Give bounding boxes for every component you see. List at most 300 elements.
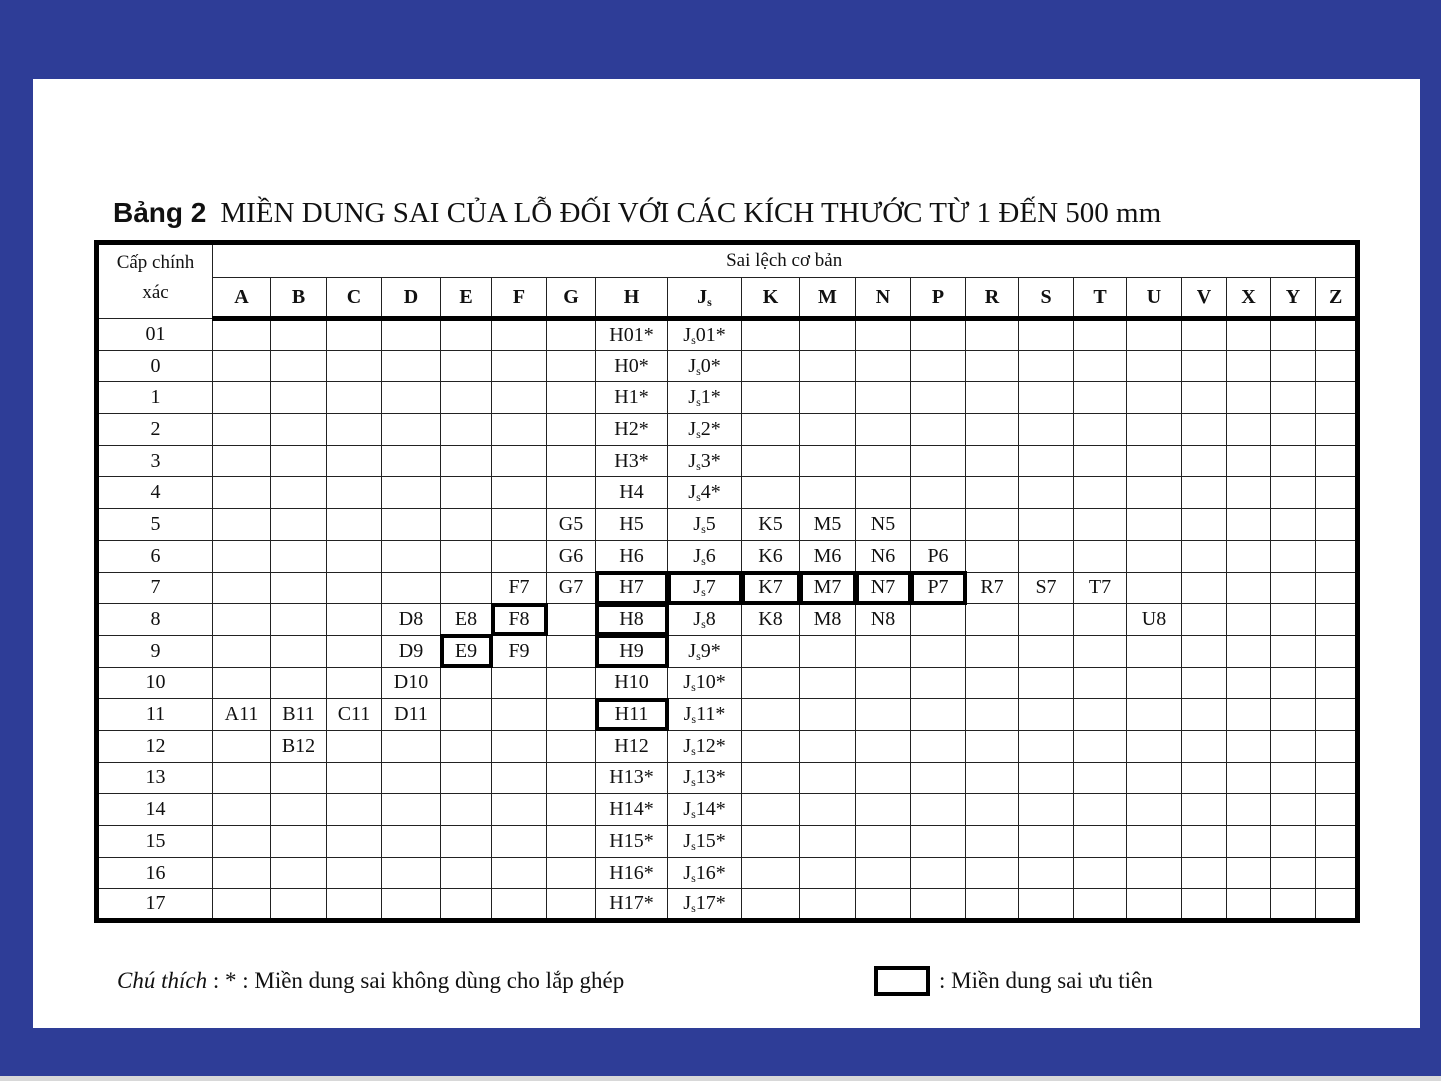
empty-cell <box>1227 319 1271 351</box>
empty-cell <box>441 319 492 351</box>
empty-cell <box>441 477 492 509</box>
empty-cell <box>742 445 800 477</box>
column-header-c: C <box>327 278 382 319</box>
empty-cell <box>1127 857 1182 889</box>
tolerance-cell-js16: $J_s16*$ <box>668 857 742 889</box>
empty-cell <box>382 826 441 858</box>
empty-cell <box>547 699 596 731</box>
empty-cell <box>271 540 327 572</box>
empty-cell <box>492 350 547 382</box>
empty-cell <box>742 889 800 921</box>
empty-cell <box>492 794 547 826</box>
empty-cell <box>327 414 382 446</box>
column-header-k: K <box>742 278 800 319</box>
column-header-x: X <box>1227 278 1271 319</box>
empty-cell <box>1182 794 1227 826</box>
grade-cell: 01 <box>97 319 213 351</box>
empty-cell <box>856 889 911 921</box>
empty-cell <box>1074 635 1127 667</box>
tolerance-cell-p7: P7 <box>911 572 966 604</box>
column-header-z: Z <box>1316 278 1358 319</box>
empty-cell <box>1271 350 1316 382</box>
empty-cell <box>1074 699 1127 731</box>
empty-cell <box>382 477 441 509</box>
empty-cell <box>1182 445 1227 477</box>
empty-cell <box>1127 889 1182 921</box>
tolerance-cell-js13: $J_s13*$ <box>668 762 742 794</box>
preferred-legend-text: : Miền dung sai ưu tiên <box>939 968 1153 993</box>
deviation-group-header: Sai lệch cơ bản <box>213 243 1358 278</box>
empty-cell <box>547 382 596 414</box>
empty-cell <box>213 477 271 509</box>
table-row <box>97 445 1358 477</box>
tolerance-cell-k6: K6 <box>742 540 800 572</box>
empty-cell <box>382 540 441 572</box>
empty-cell <box>547 350 596 382</box>
empty-cell <box>800 730 856 762</box>
empty-cell <box>382 382 441 414</box>
tolerance-cell-js7: $J_s7$ <box>668 572 742 604</box>
empty-cell <box>547 604 596 636</box>
empty-cell <box>742 350 800 382</box>
bottom-edge <box>0 1076 1441 1081</box>
empty-cell <box>1074 319 1127 351</box>
tolerance-cell-h12: H12 <box>596 730 668 762</box>
tolerance-cell-n8: N8 <box>856 604 911 636</box>
empty-cell <box>492 699 547 731</box>
grade-cell: 3 <box>97 445 213 477</box>
empty-cell <box>911 319 966 351</box>
tolerance-cell-n6: N6 <box>856 540 911 572</box>
empty-cell <box>800 857 856 889</box>
empty-cell <box>271 826 327 858</box>
empty-cell <box>1019 762 1074 794</box>
empty-cell <box>966 382 1019 414</box>
empty-cell <box>742 382 800 414</box>
empty-cell <box>1019 477 1074 509</box>
tolerance-cell-d8: D8 <box>382 604 441 636</box>
empty-cell <box>742 826 800 858</box>
empty-cell <box>1271 762 1316 794</box>
empty-cell <box>856 826 911 858</box>
empty-cell <box>1316 667 1358 699</box>
empty-cell <box>547 889 596 921</box>
tolerance-cell-h11: H11 <box>596 699 668 731</box>
empty-cell <box>856 445 911 477</box>
tolerance-cell-h10: H10 <box>596 667 668 699</box>
empty-cell <box>1127 667 1182 699</box>
tolerance-cell-f9: F9 <box>492 635 547 667</box>
empty-cell <box>327 857 382 889</box>
empty-cell <box>1182 509 1227 541</box>
tolerance-cell-e8: E8 <box>441 604 492 636</box>
empty-cell <box>1019 319 1074 351</box>
empty-cell <box>1127 540 1182 572</box>
empty-cell <box>1019 699 1074 731</box>
empty-cell <box>492 414 547 446</box>
tolerance-cell-h4: H4 <box>596 477 668 509</box>
table-row <box>97 826 1358 858</box>
tolerance-cell-a11: A11 <box>213 699 271 731</box>
empty-cell <box>213 572 271 604</box>
tolerance-cell-h5: H5 <box>596 509 668 541</box>
empty-cell <box>1127 477 1182 509</box>
grade-cell: 2 <box>97 414 213 446</box>
empty-cell <box>547 762 596 794</box>
tolerance-cell-js01: $J_s01*$ <box>668 319 742 351</box>
empty-cell <box>1127 762 1182 794</box>
empty-cell <box>966 445 1019 477</box>
empty-cell <box>1074 857 1127 889</box>
empty-cell <box>441 889 492 921</box>
tolerance-cell-h16: H16* <box>596 857 668 889</box>
empty-cell <box>382 794 441 826</box>
empty-cell <box>742 730 800 762</box>
empty-cell <box>327 635 382 667</box>
table-row <box>97 889 1358 921</box>
empty-cell <box>271 572 327 604</box>
empty-cell <box>271 667 327 699</box>
empty-cell <box>213 826 271 858</box>
empty-cell <box>327 762 382 794</box>
preferred-legend-box <box>874 966 930 996</box>
empty-cell <box>1227 382 1271 414</box>
grade-cell: 9 <box>97 635 213 667</box>
column-header-u: U <box>1127 278 1182 319</box>
empty-cell <box>856 794 911 826</box>
empty-cell <box>800 382 856 414</box>
empty-cell <box>1127 730 1182 762</box>
empty-cell <box>441 667 492 699</box>
empty-cell <box>1074 445 1127 477</box>
footnote <box>117 968 624 994</box>
empty-cell <box>966 509 1019 541</box>
table-row <box>97 477 1358 509</box>
empty-cell <box>1127 509 1182 541</box>
empty-cell <box>1074 730 1127 762</box>
empty-cell <box>492 667 547 699</box>
empty-cell <box>327 667 382 699</box>
column-header-v: V <box>1182 278 1227 319</box>
empty-cell <box>547 445 596 477</box>
empty-cell <box>382 319 441 351</box>
tolerance-cell-r7: R7 <box>966 572 1019 604</box>
empty-cell <box>382 509 441 541</box>
empty-cell <box>1271 604 1316 636</box>
empty-cell <box>966 477 1019 509</box>
empty-cell <box>441 445 492 477</box>
tolerance-cell-m6: M6 <box>800 540 856 572</box>
empty-cell <box>1316 540 1358 572</box>
empty-cell <box>966 699 1019 731</box>
empty-cell <box>271 414 327 446</box>
empty-cell <box>1074 540 1127 572</box>
empty-cell <box>547 667 596 699</box>
empty-cell <box>271 794 327 826</box>
empty-cell <box>327 794 382 826</box>
empty-cell <box>271 350 327 382</box>
table-row <box>97 699 1358 731</box>
empty-cell <box>911 445 966 477</box>
grade-cell: 14 <box>97 794 213 826</box>
empty-cell <box>742 762 800 794</box>
empty-cell <box>1316 730 1358 762</box>
empty-cell <box>911 889 966 921</box>
empty-cell <box>911 826 966 858</box>
empty-cell <box>1227 604 1271 636</box>
empty-cell <box>492 762 547 794</box>
tolerance-cell-g7: G7 <box>547 572 596 604</box>
empty-cell <box>1182 572 1227 604</box>
empty-cell <box>1019 414 1074 446</box>
table-row <box>97 319 1358 351</box>
tolerance-cell-js10: $J_s10*$ <box>668 667 742 699</box>
empty-cell <box>1127 826 1182 858</box>
tolerance-cell-h6: H6 <box>596 540 668 572</box>
empty-cell <box>1271 509 1316 541</box>
empty-cell <box>1271 889 1316 921</box>
empty-cell <box>327 509 382 541</box>
empty-cell <box>1019 382 1074 414</box>
empty-cell <box>1227 889 1271 921</box>
empty-cell <box>1182 889 1227 921</box>
empty-cell <box>1271 635 1316 667</box>
column-header-p: P <box>911 278 966 319</box>
empty-cell <box>1271 477 1316 509</box>
tolerance-cell-js9: $J_s9*$ <box>668 635 742 667</box>
empty-cell <box>1227 477 1271 509</box>
empty-cell <box>213 414 271 446</box>
empty-cell <box>1227 667 1271 699</box>
column-header-g: G <box>547 278 596 319</box>
empty-cell <box>1271 414 1316 446</box>
grade-cell: 4 <box>97 477 213 509</box>
empty-cell <box>1316 477 1358 509</box>
empty-cell <box>1019 635 1074 667</box>
table-row <box>97 350 1358 382</box>
tolerance-cell-js6: $J_s6$ <box>668 540 742 572</box>
empty-cell <box>966 762 1019 794</box>
empty-cell <box>800 889 856 921</box>
empty-cell <box>856 414 911 446</box>
tolerance-cell-js8: $J_s8$ <box>668 604 742 636</box>
empty-cell <box>1127 699 1182 731</box>
tolerance-cell-h1: H1* <box>596 382 668 414</box>
empty-cell <box>1227 350 1271 382</box>
empty-cell <box>1227 762 1271 794</box>
empty-cell <box>1019 826 1074 858</box>
table-row <box>97 794 1358 826</box>
empty-cell <box>271 889 327 921</box>
empty-cell <box>1316 699 1358 731</box>
tolerance-cell-h13: H13* <box>596 762 668 794</box>
table-title <box>113 197 1161 230</box>
empty-cell <box>213 509 271 541</box>
empty-cell <box>547 477 596 509</box>
empty-cell <box>1074 414 1127 446</box>
empty-cell <box>213 350 271 382</box>
empty-cell <box>441 699 492 731</box>
tolerance-cell-js3: $J_s3*$ <box>668 445 742 477</box>
empty-cell <box>1019 667 1074 699</box>
empty-cell <box>1316 414 1358 446</box>
empty-cell <box>1074 762 1127 794</box>
empty-cell <box>382 572 441 604</box>
tolerance-cell-c11: C11 <box>327 699 382 731</box>
empty-cell <box>327 540 382 572</box>
empty-cell <box>1074 382 1127 414</box>
empty-cell <box>382 762 441 794</box>
empty-cell <box>800 445 856 477</box>
empty-cell <box>742 794 800 826</box>
empty-cell <box>441 730 492 762</box>
empty-cell <box>966 826 1019 858</box>
grade-cell: 6 <box>97 540 213 572</box>
empty-cell <box>856 319 911 351</box>
table-row <box>97 572 1358 604</box>
footnote-label: Chú thích <box>117 968 208 993</box>
empty-cell <box>441 762 492 794</box>
grade-cell: 13 <box>97 762 213 794</box>
empty-cell <box>1019 445 1074 477</box>
empty-cell <box>1182 477 1227 509</box>
tolerance-cell-js17: $J_s17*$ <box>668 889 742 921</box>
empty-cell <box>1182 319 1227 351</box>
empty-cell <box>1316 762 1358 794</box>
empty-cell <box>1127 350 1182 382</box>
empty-cell <box>1316 826 1358 858</box>
empty-cell <box>911 604 966 636</box>
tolerance-cell-b12: B12 <box>271 730 327 762</box>
empty-cell <box>742 667 800 699</box>
empty-cell <box>1271 445 1316 477</box>
empty-cell <box>1019 730 1074 762</box>
empty-cell <box>271 319 327 351</box>
tolerance-cell-m8: M8 <box>800 604 856 636</box>
empty-cell <box>327 319 382 351</box>
empty-cell <box>742 699 800 731</box>
grade-cell: 17 <box>97 889 213 921</box>
empty-cell <box>911 762 966 794</box>
empty-cell <box>327 382 382 414</box>
empty-cell <box>800 635 856 667</box>
tolerance-cell-js4: $J_s4*$ <box>668 477 742 509</box>
empty-cell <box>1019 794 1074 826</box>
table-title-text: MIỀN DUNG SAI CỦA LỖ ĐỐI VỚI CÁC KÍCH THƯỚC TỪ 1 ĐẾN 500 mm <box>220 197 1162 229</box>
empty-cell <box>1182 414 1227 446</box>
tolerance-cell-e9: E9 <box>441 635 492 667</box>
tolerance-cell-h2: H2* <box>596 414 668 446</box>
empty-cell <box>441 540 492 572</box>
empty-cell <box>492 477 547 509</box>
tolerance-cell-h8: H8 <box>596 604 668 636</box>
empty-cell <box>966 794 1019 826</box>
empty-cell <box>1019 604 1074 636</box>
table-row <box>97 667 1358 699</box>
table-row <box>97 509 1358 541</box>
tolerance-cell-js14: $J_s14*$ <box>668 794 742 826</box>
tolerance-cell-k8: K8 <box>742 604 800 636</box>
empty-cell <box>966 350 1019 382</box>
empty-cell <box>1271 319 1316 351</box>
empty-cell <box>441 414 492 446</box>
empty-cell <box>1074 667 1127 699</box>
empty-cell <box>213 730 271 762</box>
empty-cell <box>1182 604 1227 636</box>
empty-cell <box>966 540 1019 572</box>
empty-cell <box>492 319 547 351</box>
empty-cell <box>1182 826 1227 858</box>
empty-cell <box>742 414 800 446</box>
empty-cell <box>1074 794 1127 826</box>
tolerance-cell-g5: G5 <box>547 509 596 541</box>
grade-cell: 10 <box>97 667 213 699</box>
empty-cell <box>213 604 271 636</box>
empty-cell <box>213 319 271 351</box>
empty-cell <box>441 382 492 414</box>
empty-cell <box>1127 414 1182 446</box>
column-header-d: D <box>382 278 441 319</box>
empty-cell <box>441 509 492 541</box>
empty-cell <box>441 350 492 382</box>
empty-cell <box>1127 794 1182 826</box>
empty-cell <box>1271 794 1316 826</box>
empty-cell <box>1227 540 1271 572</box>
tolerance-cell-s7: S7 <box>1019 572 1074 604</box>
empty-cell <box>1271 382 1316 414</box>
tolerance-cell-h0: H0* <box>596 350 668 382</box>
tolerance-cell-js12: $J_s12*$ <box>668 730 742 762</box>
grade-header-line2: xác <box>142 281 169 303</box>
empty-cell <box>271 509 327 541</box>
empty-cell <box>492 509 547 541</box>
empty-cell <box>1074 826 1127 858</box>
empty-cell <box>911 477 966 509</box>
empty-cell <box>911 667 966 699</box>
empty-cell <box>966 730 1019 762</box>
empty-cell <box>800 667 856 699</box>
empty-cell <box>1182 730 1227 762</box>
empty-cell <box>1227 730 1271 762</box>
empty-cell <box>1316 604 1358 636</box>
empty-cell <box>327 350 382 382</box>
empty-cell <box>856 730 911 762</box>
tolerance-cell-f8: F8 <box>492 604 547 636</box>
empty-cell <box>911 509 966 541</box>
empty-cell <box>742 477 800 509</box>
tolerance-cell-h3: H3* <box>596 445 668 477</box>
column-header-n: N <box>856 278 911 319</box>
column-header-m: M <box>800 278 856 319</box>
tolerance-cell-d9: D9 <box>382 635 441 667</box>
empty-cell <box>856 699 911 731</box>
empty-cell <box>382 350 441 382</box>
empty-cell <box>271 762 327 794</box>
empty-cell <box>1227 509 1271 541</box>
empty-cell <box>1227 572 1271 604</box>
empty-cell <box>213 889 271 921</box>
empty-cell <box>856 667 911 699</box>
table-row <box>97 762 1358 794</box>
empty-cell <box>1227 414 1271 446</box>
tolerance-cell-h14: H14* <box>596 794 668 826</box>
tolerance-cell-js5: $J_s5$ <box>668 509 742 541</box>
empty-cell <box>966 635 1019 667</box>
empty-cell <box>492 826 547 858</box>
empty-cell <box>1127 445 1182 477</box>
empty-cell <box>742 635 800 667</box>
empty-cell <box>1316 572 1358 604</box>
